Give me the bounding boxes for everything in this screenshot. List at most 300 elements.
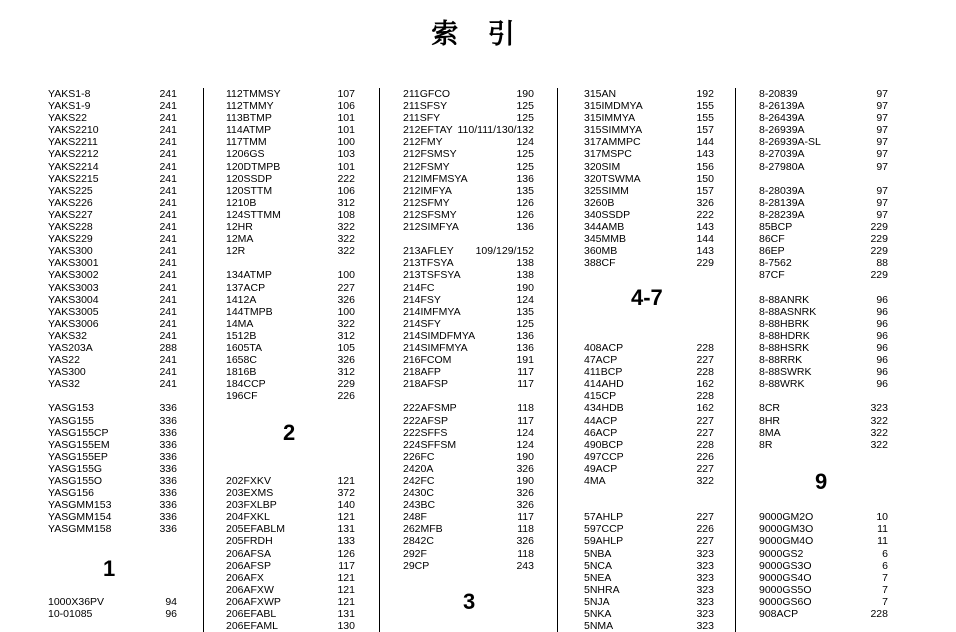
entry-page: 10 — [876, 511, 888, 524]
index-entry — [226, 560, 355, 572]
index-entry — [226, 269, 355, 281]
index-spacer — [759, 390, 888, 402]
index-entry — [226, 282, 355, 294]
entry-page: 97 — [876, 112, 888, 125]
entry-code: 218AFSP — [403, 378, 448, 391]
entry-code: 206AFXW — [226, 583, 274, 596]
index-entry — [759, 439, 888, 451]
entry-page: 322 — [696, 475, 714, 487]
index-entry — [584, 209, 714, 221]
index-entry — [759, 427, 888, 439]
entry-code: 49ACP — [584, 462, 618, 475]
index-entry — [403, 342, 534, 354]
entry-page: 322 — [337, 221, 355, 234]
entry-code: YAKS3006 — [48, 317, 99, 330]
entry-code: 14MA — [226, 317, 254, 330]
entry-code: 212FSMY — [403, 160, 450, 173]
index-entry — [759, 112, 888, 124]
index-entry — [403, 511, 534, 523]
entry-page: 227 — [696, 511, 714, 524]
entry-page: 97 — [876, 100, 888, 113]
entry-page: 121 — [337, 595, 355, 608]
entry-code: 408ACP — [584, 341, 624, 354]
index-entry — [403, 378, 534, 390]
entry-page: 241 — [159, 281, 177, 294]
entry-page: 106 — [337, 100, 355, 113]
entry-code: 10-01085 — [48, 608, 93, 621]
entry-page: 241 — [159, 136, 177, 149]
entry-page: 11 — [877, 535, 888, 548]
entry-page: 326 — [696, 196, 714, 209]
entry-page: 121 — [337, 583, 355, 596]
entry-code: 124STTMM — [226, 208, 281, 221]
index-entry — [584, 451, 714, 463]
index-entry — [403, 402, 534, 414]
entry-page: 336 — [159, 414, 177, 427]
index-entry — [584, 511, 714, 523]
index-entry — [584, 88, 714, 100]
index-entry — [759, 148, 888, 160]
entry-page: 117 — [338, 559, 355, 572]
entry-page: 228 — [696, 366, 714, 379]
entry-code: YAKS1-8 — [48, 88, 91, 100]
index-entry — [584, 620, 714, 632]
entry-code: 206EFAML — [226, 620, 278, 632]
entry-page: 190 — [516, 475, 534, 487]
entry-page: 155 — [696, 100, 714, 113]
entry-page: 136 — [516, 329, 534, 342]
entry-code: 8-26139A — [759, 100, 805, 113]
entry-page: 96 — [876, 378, 888, 391]
index-entry — [226, 173, 355, 185]
entry-code: 216FCOM — [403, 354, 452, 367]
entry-code: YAS300 — [48, 366, 86, 379]
section-marker-1: 1 — [103, 556, 116, 581]
entry-code: YASGMM154 — [48, 511, 112, 524]
entry-code: 212FSMSY — [403, 148, 457, 161]
index-entry — [403, 245, 534, 257]
entry-code: 214FC — [403, 281, 435, 294]
entry-page: 140 — [337, 499, 355, 512]
entry-page: 226 — [696, 523, 714, 536]
index-entry — [48, 330, 177, 342]
entry-code: YAS22 — [48, 354, 80, 367]
entry-code: 214SIMFMYA — [403, 341, 468, 354]
entry-code: 214IMFMYA — [403, 305, 461, 318]
entry-page: 118 — [517, 547, 534, 560]
entry-code: YASG155O — [48, 475, 103, 487]
index-entry — [226, 390, 355, 402]
index-entry — [584, 463, 714, 475]
index-entry — [48, 415, 177, 427]
entry-page: 241 — [159, 378, 177, 391]
index-entry — [226, 124, 355, 136]
entry-page: 118 — [517, 402, 534, 415]
index-entry — [403, 487, 534, 499]
index-spacer — [226, 257, 355, 269]
entry-code: YAKS1-9 — [48, 100, 91, 113]
entry-page: 228 — [696, 438, 714, 451]
index-entry — [48, 221, 177, 233]
index-spacer — [403, 233, 534, 245]
index-entry — [759, 548, 888, 560]
entry-page: 126 — [516, 196, 534, 209]
entry-page: 336 — [159, 438, 177, 451]
entry-page: 336 — [159, 402, 177, 415]
entry-page: 326 — [516, 535, 534, 548]
entry-code: 134ATMP — [226, 269, 272, 282]
entry-page: 323 — [870, 402, 888, 415]
entry-code: 218AFP — [403, 366, 441, 379]
entry-code: 8HR — [759, 414, 781, 427]
index-spacer — [584, 318, 714, 330]
entry-page: 125 — [516, 160, 534, 173]
section-marker-3: 3 — [463, 589, 476, 614]
entry-code: YAKS2214 — [48, 160, 99, 173]
entry-page: 101 — [337, 112, 355, 125]
index-entry — [226, 233, 355, 245]
entry-code: 315IMDMYA — [584, 100, 643, 113]
entry-page: 227 — [696, 414, 714, 427]
entry-code: 8-20839 — [759, 88, 798, 100]
entry-code: 315IMMYA — [584, 112, 636, 125]
index-entry — [226, 523, 355, 535]
entry-code: YAKS2212 — [48, 148, 99, 161]
entry-page: 191 — [516, 354, 534, 367]
entry-page: 103 — [337, 148, 355, 161]
entry-page: 323 — [696, 571, 714, 584]
index-entry — [226, 148, 355, 160]
index-entry — [584, 608, 714, 620]
index-entry — [403, 463, 534, 475]
index-entry — [403, 499, 534, 511]
entry-page: 372 — [337, 487, 355, 500]
entry-page: 97 — [876, 196, 888, 209]
index-entry — [48, 402, 177, 414]
entry-code: 213TFSYA — [403, 257, 454, 270]
entry-page: 323 — [696, 620, 714, 632]
entry-page: 96 — [876, 305, 888, 318]
entry-code: 4MA — [584, 475, 606, 487]
entry-code: 114ATMP — [226, 124, 272, 137]
entry-page: 117 — [517, 414, 534, 427]
entry-page: 288 — [159, 341, 177, 354]
index-entry — [226, 608, 355, 620]
entry-code: 340SSDP — [584, 208, 631, 221]
entry-page: 150 — [696, 172, 714, 185]
entry-code: 85BCP — [759, 221, 793, 234]
entry-code: 388CF — [584, 257, 616, 270]
entry-code: YASG155CP — [48, 426, 109, 439]
entry-code: 5NKA — [584, 608, 612, 621]
entry-code: 205FRDH — [226, 535, 273, 548]
entry-page: 241 — [159, 208, 177, 221]
entry-page: 126 — [516, 208, 534, 221]
index-entry — [403, 269, 534, 281]
entry-code: 315SIMMYA — [584, 124, 643, 137]
entry-page: 117 — [517, 378, 534, 391]
index-entry — [403, 161, 534, 173]
index-entry — [226, 487, 355, 499]
entry-page: 241 — [159, 172, 177, 185]
entry-code: 5NBA — [584, 547, 612, 560]
entry-page: 227 — [696, 462, 714, 475]
entry-page: 100 — [337, 305, 355, 318]
entry-page: 7 — [882, 571, 888, 584]
index-entry — [226, 620, 355, 632]
index-entry — [48, 463, 177, 475]
index-entry — [403, 136, 534, 148]
entry-page: 101 — [337, 124, 355, 137]
index-entry — [226, 378, 355, 390]
entry-code: 415CP — [584, 390, 617, 403]
entry-code: 12MA — [226, 233, 254, 246]
entry-code: 411BCP — [584, 366, 623, 379]
entry-code: 87CF — [759, 269, 785, 282]
index-entry — [226, 342, 355, 354]
index-entry — [226, 294, 355, 306]
entry-code: YAKS3004 — [48, 293, 99, 306]
entry-code: 144TMPB — [226, 305, 273, 318]
entry-page: 336 — [159, 450, 177, 463]
index-entry — [584, 161, 714, 173]
index-entry — [759, 330, 888, 342]
entry-code: 205EFABLM — [226, 523, 285, 536]
entry-code: 490BCP — [584, 438, 624, 451]
index-entry — [226, 306, 355, 318]
entry-code: 320SIM — [584, 160, 621, 173]
index-entry — [584, 173, 714, 185]
entry-page: 241 — [159, 305, 177, 318]
entry-page: 143 — [696, 221, 714, 234]
entry-code: YASG155G — [48, 462, 103, 475]
section-marker-9: 9 — [815, 469, 828, 494]
index-spacer — [48, 535, 177, 547]
entry-code: 8-88HSRK — [759, 341, 810, 354]
index-entry — [48, 245, 177, 257]
index-column-5 — [759, 88, 888, 620]
entry-page: 138 — [516, 257, 534, 270]
index-entry — [584, 100, 714, 112]
entry-code: YAKS22 — [48, 112, 87, 125]
entry-code: 47ACP — [584, 354, 618, 367]
index-entry — [48, 269, 177, 281]
entry-page: 11 — [877, 523, 888, 536]
entry-code: 242FC — [403, 475, 435, 487]
entry-code: 203FXLBP — [226, 499, 277, 512]
entry-code: YAKS300 — [48, 245, 93, 258]
index-entry — [584, 402, 714, 414]
index-entry — [759, 233, 888, 245]
entry-page: 241 — [159, 245, 177, 258]
entry-code: 8-7562 — [759, 257, 792, 270]
entry-page: 107 — [337, 88, 355, 100]
index-entry — [584, 535, 714, 547]
entry-code: YAKS229 — [48, 233, 93, 246]
index-column-1 — [48, 88, 177, 620]
entry-code: 8-26439A — [759, 112, 805, 125]
entry-page: 121 — [337, 511, 355, 524]
entry-code: 414AHD — [584, 378, 624, 391]
entry-code: 46ACP — [584, 426, 618, 439]
entry-code: 1412A — [226, 293, 257, 306]
index-entry — [759, 572, 888, 584]
index-entry — [759, 197, 888, 209]
index-entry — [759, 608, 888, 620]
entry-page: 241 — [159, 293, 177, 306]
entry-page: 229 — [696, 257, 714, 270]
entry-page: 117 — [517, 511, 534, 524]
entry-code: 184CCP — [226, 378, 266, 391]
entry-page: 190 — [516, 281, 534, 294]
entry-code: 203EXMS — [226, 487, 274, 500]
index-entry — [403, 173, 534, 185]
index-column-3 — [403, 88, 534, 572]
entry-page: 144 — [696, 136, 714, 149]
entry-page: 101 — [337, 160, 355, 173]
entry-code: 206EFABL — [226, 608, 277, 621]
entry-code: 214FSY — [403, 293, 441, 306]
entry-code: 2430C — [403, 487, 434, 500]
page-title: 索 引 — [431, 19, 525, 50]
entry-page: 229 — [870, 233, 888, 246]
entry-page: 143 — [696, 148, 714, 161]
index-entry — [48, 499, 177, 511]
entry-page: 190 — [516, 88, 534, 100]
entry-code: 59AHLP — [584, 535, 624, 548]
entry-code: 9000GM4O — [759, 535, 814, 548]
entry-code: 12HR — [226, 221, 253, 234]
entry-code: 86CF — [759, 233, 785, 246]
index-entry — [48, 342, 177, 354]
index-entry — [403, 257, 534, 269]
index-entry — [226, 511, 355, 523]
entry-code: 3260B — [584, 196, 615, 209]
index-entry — [226, 366, 355, 378]
entry-page: 105 — [337, 341, 355, 354]
entry-page: 135 — [516, 184, 534, 197]
index-entry — [403, 221, 534, 233]
entry-page: 96 — [876, 329, 888, 342]
entry-code: 345MMB — [584, 233, 627, 246]
entry-code: 1658C — [226, 354, 257, 367]
entry-page: 312 — [337, 366, 355, 379]
entry-code: 212SFSMY — [403, 208, 457, 221]
entry-page: 322 — [870, 426, 888, 439]
index-spacer — [226, 463, 355, 475]
entry-page: 124 — [516, 426, 534, 439]
column-divider — [735, 88, 736, 632]
entry-code: YAS203A — [48, 341, 93, 354]
index-entry — [403, 306, 534, 318]
index-entry — [584, 390, 714, 402]
entry-page: 6 — [882, 559, 888, 572]
entry-code: 9000GS4O — [759, 571, 812, 584]
entry-page: 133 — [337, 535, 355, 548]
index-entry — [403, 88, 534, 100]
index-entry — [48, 88, 177, 100]
entry-code: 120STTM — [226, 184, 273, 197]
entry-code: 5NHRA — [584, 583, 620, 596]
index-entry — [48, 100, 177, 112]
entry-page: 227 — [696, 426, 714, 439]
entry-page: 241 — [159, 196, 177, 209]
entry-code: 212FMY — [403, 136, 443, 149]
index-column-4 — [584, 88, 714, 632]
index-entry — [403, 366, 534, 378]
index-entry — [48, 257, 177, 269]
index-entry — [48, 148, 177, 160]
index-entry — [48, 294, 177, 306]
section-marker-2: 2 — [283, 420, 296, 445]
entry-code: 320TSWMA — [584, 172, 641, 185]
index-spacer — [48, 584, 177, 596]
entry-code: 434HDB — [584, 402, 624, 415]
entry-page: 192 — [696, 88, 714, 100]
entry-code: YAKS226 — [48, 196, 93, 209]
entry-code: 211SFY — [403, 112, 441, 125]
index-entry — [759, 354, 888, 366]
entry-code: 1816B — [226, 366, 257, 379]
index-entry — [226, 245, 355, 257]
entry-page: 117 — [517, 366, 534, 379]
index-entry — [48, 282, 177, 294]
entry-code: 344AMB — [584, 221, 625, 234]
entry-page: 322 — [337, 245, 355, 258]
entry-code: 8-88WRK — [759, 378, 805, 391]
entry-page: 241 — [159, 160, 177, 173]
index-entry — [48, 306, 177, 318]
entry-code: 212EFTAY — [403, 124, 453, 137]
entry-page: 143 — [696, 245, 714, 258]
entry-code: 497CCP — [584, 450, 624, 463]
index-spacer — [759, 282, 888, 294]
entry-page: 97 — [876, 124, 888, 137]
index-entry — [759, 100, 888, 112]
index-entry — [584, 523, 714, 535]
entry-code: 5NMA — [584, 620, 614, 632]
entry-page: 227 — [337, 281, 355, 294]
entry-page: 97 — [876, 160, 888, 173]
index-entry — [48, 112, 177, 124]
index-spacer — [584, 330, 714, 342]
entry-page: 97 — [876, 184, 888, 197]
entry-page: 6 — [882, 547, 888, 560]
index-entry — [403, 294, 534, 306]
index-entry — [584, 378, 714, 390]
entry-page: 322 — [870, 438, 888, 451]
index-entry — [759, 306, 888, 318]
entry-page: 228 — [870, 608, 888, 621]
index-entry — [759, 245, 888, 257]
entry-page: 226 — [337, 390, 355, 403]
entry-page: 222 — [337, 172, 355, 185]
entry-page: 96 — [165, 608, 177, 621]
index-entry — [48, 608, 177, 620]
entry-code: 212IMFYA — [403, 184, 452, 197]
index-entry — [226, 161, 355, 173]
index-entry — [759, 584, 888, 596]
entry-page: 126 — [337, 547, 355, 560]
entry-code: 222AFSMP — [403, 402, 457, 415]
entry-page: 323 — [696, 583, 714, 596]
entry-code: 8-88SWRK — [759, 366, 812, 379]
entry-page: 322 — [870, 414, 888, 427]
entry-page: 190 — [516, 450, 534, 463]
entry-page: 241 — [159, 233, 177, 246]
index-entry — [48, 124, 177, 136]
entry-page: 227 — [696, 354, 714, 367]
